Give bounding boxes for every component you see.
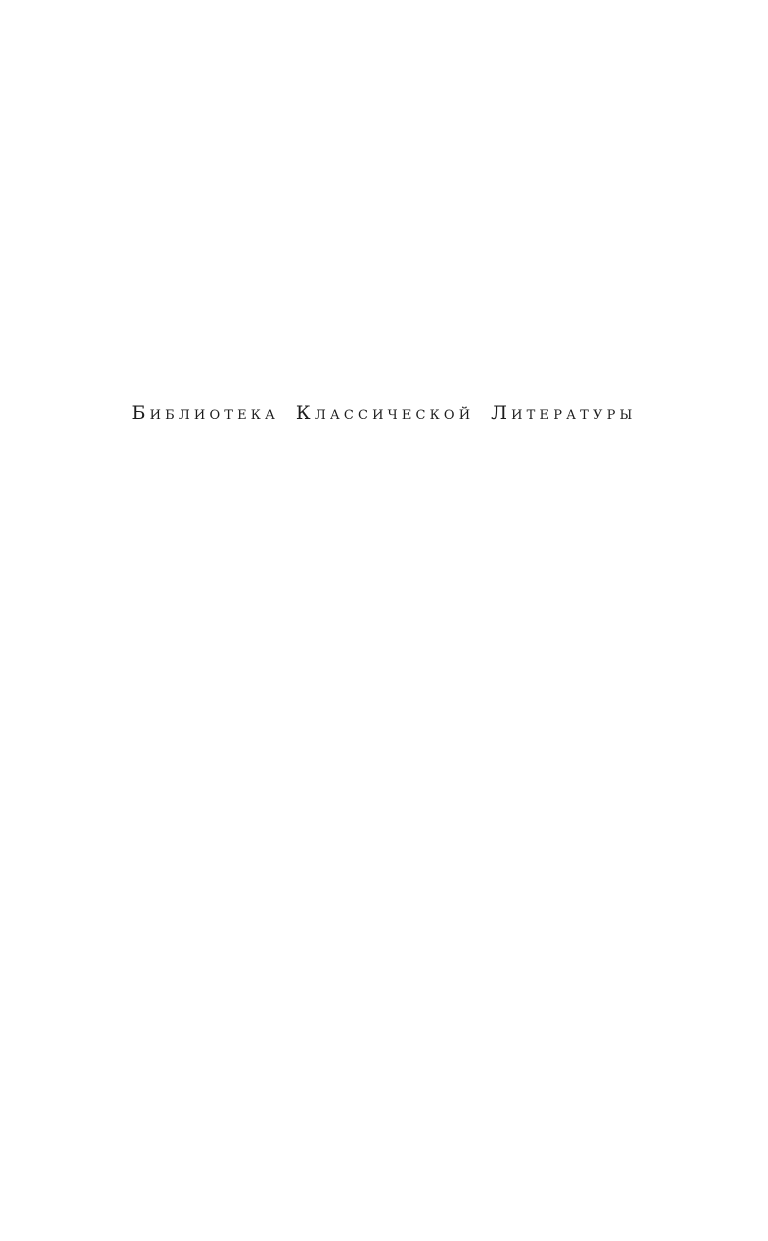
series-title: Библиотека Классической Литературы	[131, 402, 637, 424]
